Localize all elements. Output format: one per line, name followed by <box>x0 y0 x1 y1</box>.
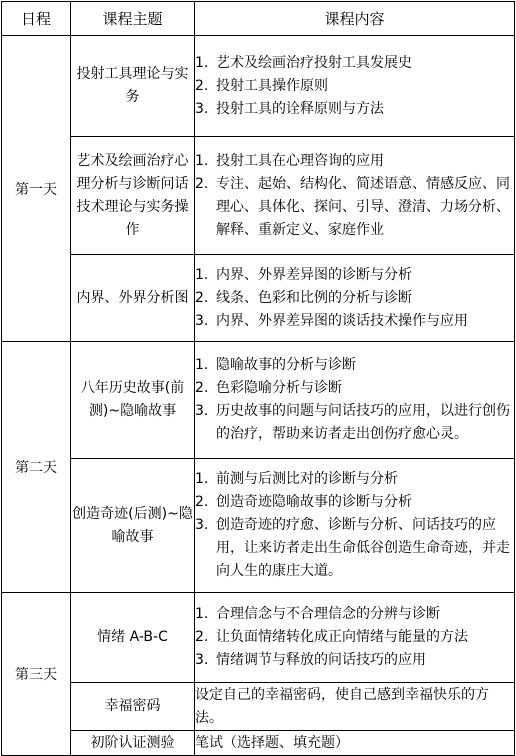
header-topic: 课程主题 <box>71 2 195 36</box>
topic-cell: 创造奇迹(后测)~隐喻故事 <box>71 459 195 593</box>
topic-cell: 初阶认证测验 <box>71 731 195 756</box>
day-cell: 第三天 <box>2 593 71 756</box>
content-cell <box>195 683 515 731</box>
content-text: 设定自己的幸福密码，使自己感到幸福快乐的方法。 <box>195 686 489 726</box>
topic-cell: 八年历史故事(前测)~隐喻故事 <box>71 342 195 459</box>
list-item: 2. 色彩隐喻分析与诊断 <box>195 380 342 396</box>
header-row <box>2 2 515 36</box>
content-cell <box>195 731 515 756</box>
header-content: 课程内容 <box>195 2 515 36</box>
day-cell: 第二天 <box>2 342 71 593</box>
course-schedule-table <box>1 1 515 756</box>
list-item: 2. 专注、起始、结构化、简述语意、情感反应、同理心、具体化、探问、引导、澄清、力场分析、解释、重新定义、家庭作业 <box>195 175 510 238</box>
content-cell <box>195 593 515 683</box>
content-cell <box>195 255 515 342</box>
table-row <box>2 731 515 756</box>
table-row <box>2 683 515 731</box>
list-item: 3. 情绪调节与释放的问话技巧的应用 <box>195 652 426 668</box>
list-item: 1. 前测与后测比对的诊断与分析 <box>195 471 398 487</box>
list-item: 2. 线条、色彩和比例的分析与诊断 <box>195 289 412 306</box>
table-row <box>2 459 515 593</box>
content-cell <box>195 36 515 137</box>
day-cell: 第一天 <box>2 36 71 342</box>
table-row <box>2 255 515 342</box>
content-cell <box>195 342 515 459</box>
topic-cell: 艺术及绘画治疗心理分析与诊断问话技术理论与实务操作 <box>71 137 195 255</box>
list-item: 1. 投射工具在心理咨询的应用 <box>195 152 384 169</box>
list-item: 1. 合理信念与不合理信念的分辨与诊断 <box>195 606 440 622</box>
table-row <box>2 36 515 137</box>
table-row <box>2 593 515 683</box>
list-item: 3. 投射工具的诠释原则与方法 <box>195 100 384 117</box>
list-item: 1. 艺术及绘画治疗投射工具发展史 <box>195 54 412 71</box>
list-item: 3. 内界、外界差异图的谈话技术操作与应用 <box>195 312 468 329</box>
list-item: 2. 创造奇迹隐喻故事的诊断与分析 <box>195 494 412 510</box>
table-row <box>2 342 515 459</box>
topic-cell: 投射工具理论与实务 <box>71 36 195 137</box>
content-cell <box>195 137 515 255</box>
list-item: 1. 隐喻故事的分析与诊断 <box>195 357 356 373</box>
list-item: 3. 历史故事的问题与问话技巧的应用，以进行创伤的治疗，帮助来访者走出创伤疗愈心灵。 <box>195 403 510 442</box>
topic-cell: 幸福密码 <box>71 683 195 731</box>
header-day: 日程 <box>2 2 71 36</box>
list-item: 2. 投射工具操作原则 <box>195 77 328 94</box>
content-text: 笔试（选择题、填充题） <box>195 734 349 751</box>
topic-cell: 情绪 A-B-C <box>71 593 195 683</box>
list-item: 1. 内界、外界差异图的诊断与分析 <box>195 266 412 283</box>
content-cell <box>195 459 515 593</box>
list-item: 2. 让负面情绪转化成正向情绪与能量的方法 <box>195 629 468 645</box>
table-row <box>2 137 515 255</box>
topic-cell: 内界、外界分析图 <box>71 255 195 342</box>
list-item: 3. 创造奇迹的疗愈、诊断与分析、问话技巧的应用，让来访者走出生命低谷创造生命奇迹，并走向人生的康庄大道。 <box>195 517 510 579</box>
